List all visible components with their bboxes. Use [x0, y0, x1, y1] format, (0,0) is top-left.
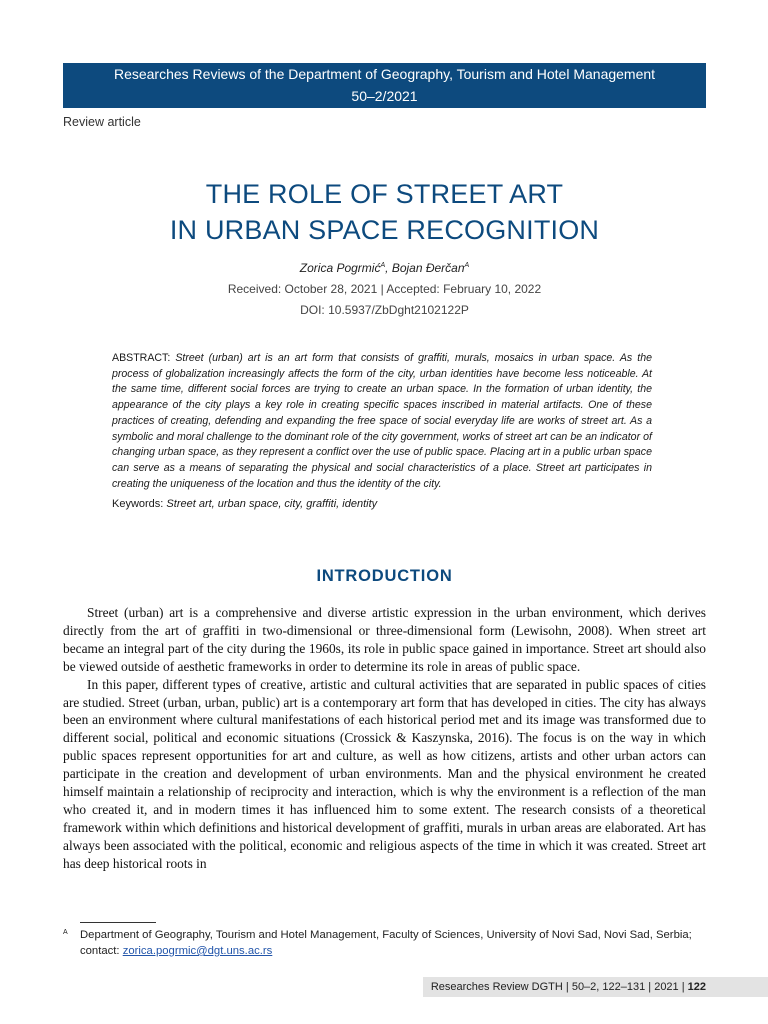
- journal-header-bar: [63, 63, 706, 108]
- article-title: [63, 176, 706, 248]
- abstract-label: ABSTRACT:: [112, 352, 171, 364]
- author-list: [63, 261, 706, 275]
- body-text: [63, 604, 706, 873]
- title-line-2: IN URBAN SPACE RECOGNITION: [169, 215, 600, 245]
- abstract: [112, 351, 652, 492]
- journal-issue: 50–2/2021: [351, 88, 418, 104]
- keywords: [112, 498, 652, 510]
- page-number: 122: [687, 981, 706, 993]
- footnote-body: [80, 927, 706, 959]
- author-name: Bojan Đerčan: [391, 261, 465, 275]
- footnote-divider: [80, 922, 156, 923]
- footnote-marker: A: [63, 929, 68, 936]
- affiliation-marker: A: [464, 262, 470, 269]
- title-line-1: THE ROLE OF STREET ART: [205, 179, 564, 209]
- journal-name: Researches Reviews of the Department of Geography, Tourism and Hotel Management: [113, 66, 656, 82]
- footer-citation: Researches Review DGTH | 50–2, 122–131 | 2021 |: [430, 981, 688, 993]
- keywords-label: Keywords:: [112, 498, 164, 510]
- footnote: [63, 927, 706, 959]
- page-footer: [423, 977, 768, 997]
- doi: DOI: 10.5937/ZbDght2102122P: [300, 303, 469, 317]
- article-type: Review article: [63, 115, 141, 129]
- section-heading: INTRODUCTION: [316, 567, 453, 585]
- footnote-text: Department of Geography, Tourism and Hotel Management, Faculty of Sciences, University of Novi Sad, Novi Sad, Serbia; contact:: [80, 929, 692, 957]
- affiliation-marker: A: [380, 262, 386, 269]
- paragraph: Street (urban) art is a comprehensive and diverse artistic expression in the urban environment, which derives directly from the art of graffiti in two-dimensional or three-dimensional form (Lewisohn, 2008). When street art became an integral part of the city during the 1960s, its role in public space gained in importance. Street art should also be viewed outside of aesthetic frameworks in order to determine its role in areas of public space.: [63, 605, 706, 674]
- author-separator: ,: [385, 261, 392, 275]
- abstract-text: Street (urban) art is an art form that consists of graffiti, murals, mosaics in urban space. As the process of globalization increasingly affects the form of the city, urban identities have become less noticeable. At the same time, different social forces are trying to create an urban space. In the formation of urban identity, the appearance of the city plays a key role in creating specific spaces inscribed in material artifacts. One of these practices of creating, defending and expanding the free space of social everyday life are works of street art. As a symbolic and moral challenge to the dominant role of the city government, works of street art can be an indicator of changing urban space, as they represent a conflict over the use of public space. Placing art in a public urban space can serve as a means of separating the physical and social characteristics of a place. Street art participates in creating the uniqueness of the location and thus the identity of the city.: [112, 352, 652, 490]
- publication-dates: Received: October 28, 2021 | Accepted: February 10, 2022: [227, 282, 542, 296]
- keywords-text: Street art, urban space, city, graffiti, identity: [166, 498, 378, 510]
- contact-email-link[interactable]: zorica.pogrmic@dgt.uns.ac.rs: [122, 945, 273, 957]
- author-name: Zorica Pogrmić: [299, 261, 381, 275]
- paragraph: In this paper, different types of creative, artistic and cultural activities that are separated in public spaces of cities are studied. Street (urban, urban, public) art is a contemporary art form that has developed in cities. The city has always been an environment where cultural manifestations of each historical period met and its image was transformed due to different social, political and economic situations (Crossick & Kaszynska, 2016). The focus is on the way in which public spaces represent opportunities for art and culture, as well as how citizens, artists and other urban actors can participate in the creation and development of urban environments. Man and the physical environment he created himself maintain a relationship of reciprocity and interaction, which is why the environment is a reflection of the man who created it, and in modern times it has influenced him to some extent. The research consists of a theoretical framework within which definitions and historical development of graffiti, murals in urban areas are elaborated. Art has always been associated with the political, economic and religious aspects of the time in which it was created. Street art has deep historical roots in: [63, 676, 706, 871]
